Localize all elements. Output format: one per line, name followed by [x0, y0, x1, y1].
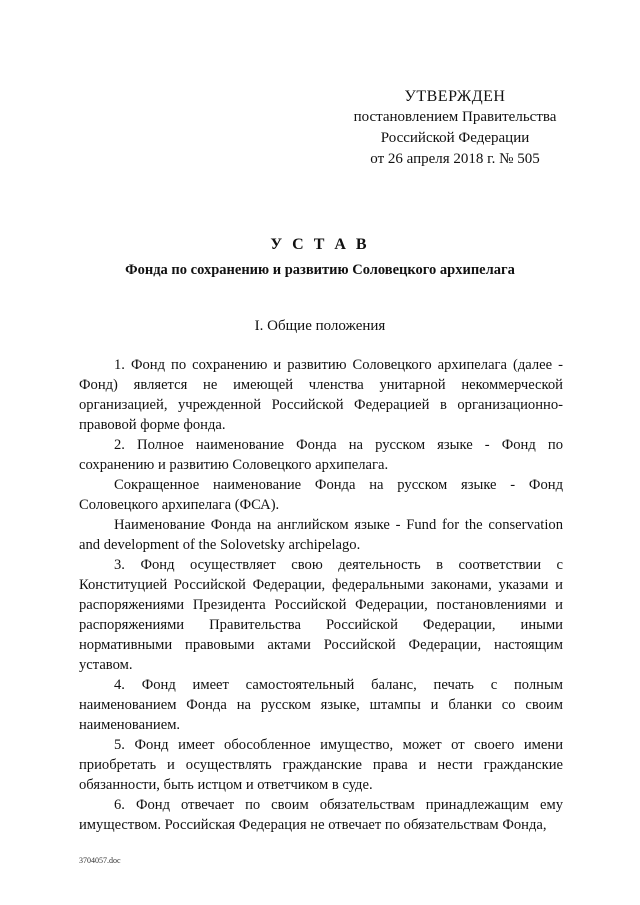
paragraph: 1. Фонд по сохранению и развитию Соловецкого архипелага (далее - Фонд) является не имеющей членства унитарной некоммерческой организацией, учрежденной Российской Федерацией в организационно-правовой форме фонда.: [79, 357, 563, 433]
file-name-footer: 3704057.doc: [79, 856, 121, 865]
document-body: [79, 355, 563, 835]
approval-line: Российской Федерации: [380, 130, 530, 146]
paragraph: 2. Полное наименование Фонда на русском языке - Фонд по сохранению и развитию Соловецкого архипелага.: [79, 437, 563, 473]
paragraph: 4. Фонд имеет самостоятельный баланс, печать с полным наименованием Фонда на русском языке, штампы и бланки со своим наименованием.: [79, 677, 563, 733]
paragraph: 6. Фонд отвечает по своим обязательствам принадлежащим ему имуществом. Российская Федерация не отвечает по обязательствам Фонда,: [79, 797, 563, 833]
paragraph: Сокращенное наименование Фонда на русском языке - Фонд Соловецкого архипелага (ФСА).: [79, 477, 563, 513]
approval-date-line: от 26 апреля 2018 г. № 505: [370, 151, 540, 167]
section-heading: I. Общие положения: [254, 318, 386, 334]
document-subtitle: Фонда по сохранению и развитию Соловецкого архипелага: [125, 262, 515, 278]
paragraph: Наименование Фонда на английском языке - Fund for the conservation and development of the Solovetsky archipelago.: [79, 517, 563, 553]
approval-stamp: [330, 86, 580, 170]
approval-heading: УТВЕРЖДЕН: [404, 88, 506, 105]
approval-line: постановлением Правительства: [353, 109, 557, 125]
paragraph: 5. Фонд имеет обособленное имущество, может от своего имени приобретать и осуществлять гражданские права и нести гражданские обязанности, быть истцом и ответчиком в суде.: [79, 737, 563, 793]
paragraph: 3. Фонд осуществляет свою деятельность в соответствии с Конституцией Российской Федерации, федеральными законами, указами и распоряжениями Президента Российской Федерации, постановлениями и распоряжениями Правительства Российской Федерации, иными нормативными правовыми актами Российской Федерации, настоящим уставом.: [79, 557, 563, 673]
document-title: У С Т А В: [270, 236, 370, 253]
